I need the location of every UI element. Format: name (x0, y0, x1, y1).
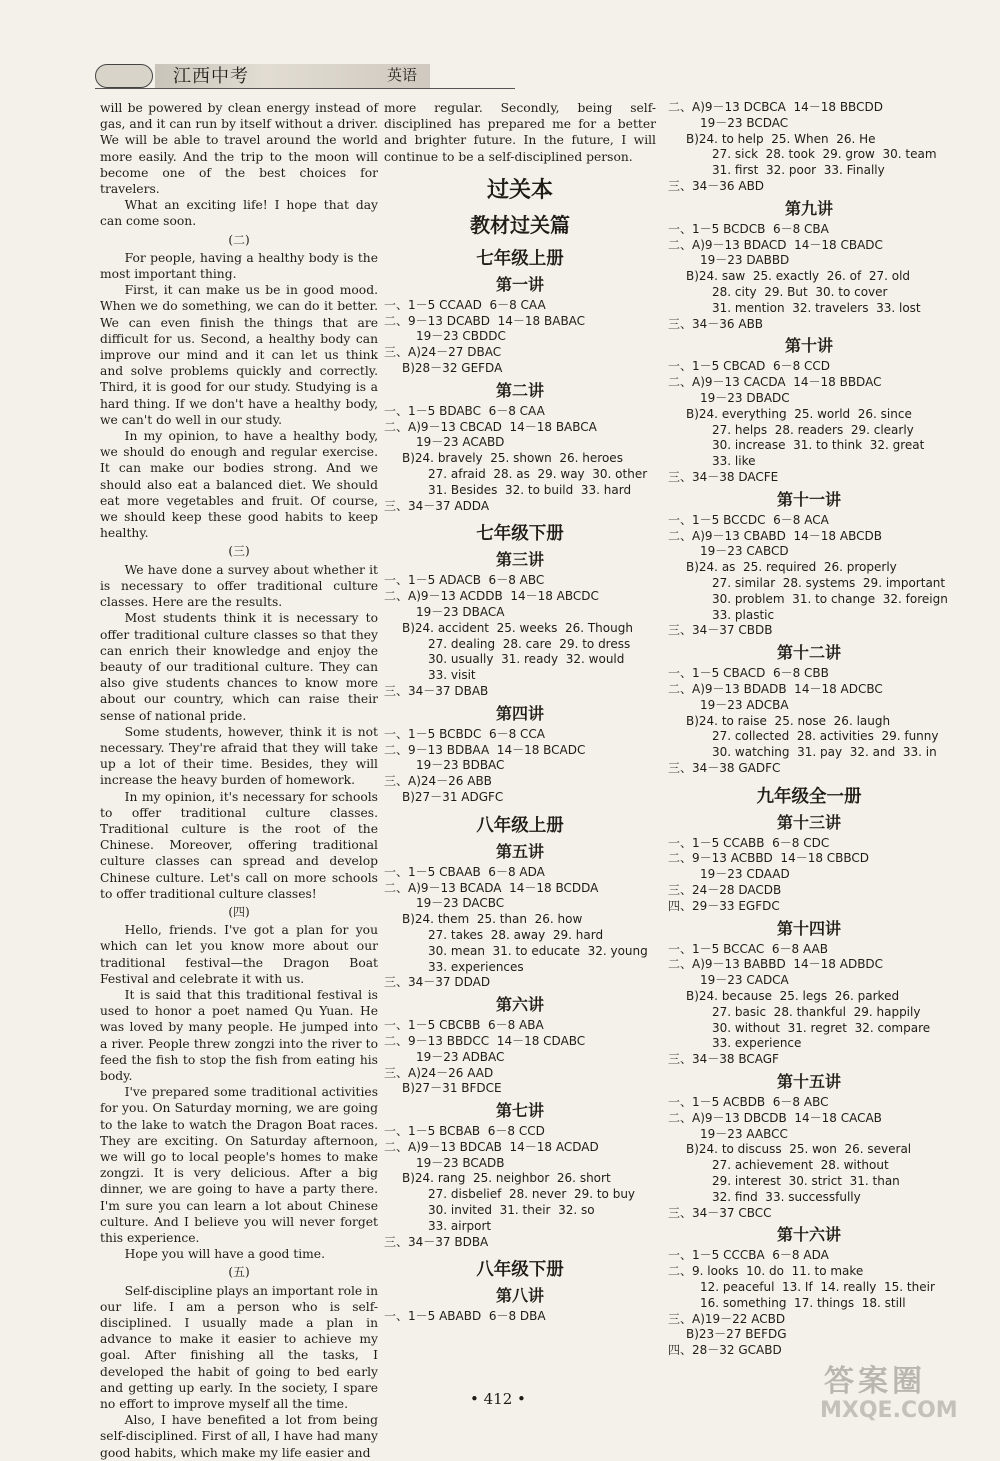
answer-line: 三、34－37 BDBA (384, 1234, 489, 1249)
answer-line: 三、34－38 BCAGF (668, 1052, 779, 1067)
lecture-heading: 第九讲 (784, 198, 833, 218)
answer-line: 27. dealing 28. care 29. to dress (428, 636, 631, 651)
answer-line: 一、1－5 CBCAD 6－8 CCD (668, 359, 831, 374)
book-title: 过关本 (486, 176, 553, 203)
answer-line: 30. mean 31. to educate 32. young (428, 943, 648, 958)
answer-line: 19－23 ACABD (416, 435, 505, 450)
answer-line: B)24. because 25. legs 26. parked (686, 989, 900, 1004)
essay-paragraph: Self-discipline plays an important role in our life. I am a person who is self-disciplined. I usually made a plan in advance to make it easier to achieve my goal. After finishing all the tasks, I developed the habit of going to bed early and getting up early. In the society, I spare no effort to improve myself all the time. (100, 1283, 378, 1412)
grade-heading: 七年级下册 (476, 524, 564, 545)
answer-column-middle (384, 100, 656, 1325)
answer-line: 二、9. looks 10. do 11. to make (668, 1264, 864, 1279)
answer-line: B)24. accident 25. weeks 26. Though (402, 620, 633, 635)
answer-line: 二、A)9－13 ACDDB 14－18 ABCDC (384, 589, 599, 604)
answer-line: 32. find 33. successfully (712, 1189, 861, 1204)
answer-line: 31. first 32. poor 33. Finally (712, 163, 885, 178)
answer-line: B)24. to raise 25. nose 26. laugh (686, 713, 891, 728)
lecture-heading: 第四讲 (495, 703, 544, 723)
essay-paragraph: What an exciting life! I hope that day can come soon. (100, 198, 378, 229)
answer-line: 一、1－5 ADACB 6－8 ABC (384, 573, 545, 588)
answer-line: 三、34－36 ABB (668, 316, 764, 331)
answer-line: 三、A)19－22 ACBD (668, 1311, 786, 1326)
lecture-heading: 第一讲 (495, 274, 544, 294)
lecture-heading: 第六讲 (495, 995, 544, 1015)
answer-line: 三、34－37 DBAB (384, 683, 489, 698)
essay-paragraph: In my opinion, to have a healthy body, we should do enough and regular exercise. It can make our bodies strong. And we should also eat a balanced diet. We should eat more vegetables and fruit. Of course, we should keep these good habits to keep healthy. (100, 429, 378, 541)
answer-line: 27. afraid 28. as 29. way 30. other (428, 466, 648, 481)
page-header (95, 58, 515, 94)
answer-line: 三、A)24－26 ABB (384, 774, 492, 789)
answer-line: B)23－27 BEFDG (686, 1327, 787, 1342)
answer-line: 一、1－5 ACBDB 6－8 ABC (668, 1095, 829, 1110)
answer-line: 30. usually 31. ready 32. would (428, 652, 625, 667)
lecture-heading: 第十一讲 (776, 489, 841, 509)
lecture-heading: 第八讲 (495, 1286, 544, 1306)
answer-line: 30. invited 31. their 32. so (428, 1203, 595, 1218)
answer-line: 二、A)9－13 CBCAD 14－18 BABCA (384, 419, 597, 434)
answer-line: 30. watching 31. pay 32. and 33. in (712, 745, 937, 760)
answer-line: 19－23 DBADC (700, 390, 790, 405)
answer-line: 19－23 DACBC (416, 896, 505, 911)
answer-line: 31. mention 32. travelers 33. lost (712, 300, 921, 315)
site-watermark (812, 1356, 994, 1428)
answer-line: 33. experience (712, 1036, 802, 1051)
answer-line: 19－23 DABBD (700, 253, 790, 268)
answer-line: B)24. to discuss 25. won 26. several (686, 1142, 912, 1157)
answer-line: 二、A)9－13 BDADB 14－18 ADCBC (668, 681, 883, 696)
answer-line: B)24. to help 25. When 26. He (686, 131, 876, 146)
answer-line: 27. takes 28. away 29. hard (428, 927, 604, 942)
answer-line: B)24. rang 25. neighbor 26. short (402, 1171, 611, 1186)
answer-line: 28. city 29. But 30. to cover (712, 284, 888, 299)
answer-line: 30. increase 31. to think 32. great (712, 438, 925, 453)
answer-line: 一、1－5 CCAAD 6－8 CAA (384, 297, 546, 312)
answer-line: 27. similar 28. systems 29. important (712, 575, 946, 590)
grade-heading: 八年级上册 (476, 815, 564, 836)
answer-line: 27. collected 28. activities 29. funny (712, 729, 939, 744)
answer-line: 27. disbelief 28. never 29. to buy (428, 1187, 636, 1202)
answer-line: 二、9－13 DCABD 14－18 BABAC (384, 313, 586, 328)
answer-line: 二、A)9－13 CACDA 14－18 BBDAC (668, 375, 882, 390)
answer-line: 31. Besides 32. to build 33. hard (428, 482, 632, 497)
essay-column (100, 100, 378, 1461)
answer-line: 四、28－32 GCABD (668, 1343, 782, 1358)
essay-number: (二) (228, 232, 250, 247)
answer-line: 二、A)9－13 DCBCA 14－18 BBCDD (668, 100, 883, 114)
answer-line: 一、1－5 CCCBA 6－8 ADA (668, 1248, 829, 1263)
answer-line: 19－23 CABCD (700, 544, 789, 559)
answer-line: 二、9－13 BBDCC 14－18 CDABC (384, 1033, 586, 1048)
answer-line: 三、34－36 ABD (668, 178, 765, 193)
answer-line: 三、34－37 ADDA (384, 498, 490, 513)
answer-line: 一、1－5 CBAAB 6－8 ADA (384, 864, 545, 879)
essay-paragraph: We have done a survey about whether it is necessary to offer traditional culture classes. Here are the results. (100, 562, 378, 610)
essay-number: (五) (228, 1265, 250, 1280)
answer-line: 三、A)24－27 DBAC (384, 345, 502, 360)
answer-line: 19－23 BDBAC (416, 758, 505, 773)
answer-line: 一、1－5 CBACD 6－8 CBB (668, 666, 829, 681)
answer-line: 一、1－5 CCABB 6－8 CDC (668, 835, 830, 850)
lecture-heading: 第二讲 (495, 380, 544, 400)
answer-line: 二、9－13 BDBAA 14－18 BCADC (384, 742, 586, 757)
page-number: • 412 • (470, 1390, 526, 1408)
answer-line: 33. like (712, 454, 756, 469)
answer-line: 19－23 DBACA (416, 604, 505, 619)
grade-heading: 九年级全一册 (756, 786, 862, 807)
answer-line: 二、A)9－13 DBCDB 14－18 CACAB (668, 1110, 882, 1125)
essay-paragraph: Also, I have benefited a lot from being self-disciplined. First of all, I have had many good habits, which make my life easier and (100, 1413, 378, 1460)
answer-line: 19－23 ADBAC (416, 1049, 505, 1064)
lecture-heading: 第十四讲 (776, 918, 841, 938)
answer-line: 三、34－37 CBDB (668, 623, 773, 638)
answer-line: B)24. everything 25. world 26. since (686, 406, 912, 421)
answer-line: 27. basic 28. thankful 29. happily (712, 1004, 921, 1019)
subject-label: 英语 (387, 66, 418, 84)
watermark-text: 答案圈 (824, 1364, 926, 1399)
essay-number: (四) (228, 904, 250, 919)
answer-line: 二、9－13 ACBBD 14－18 CBBCD (668, 851, 870, 866)
essay-paragraph: Most students think it is necessary to offer traditional culture classes so that they can enrich their knowledge and enjoy the beauty of our traditional culture. They can also give students chances to know more about our country, which can raise their sense of national pride. (100, 611, 378, 723)
part-title: 教材过关篇 (470, 212, 570, 237)
answer-line: 一、1－5 BCCAC 6－8 AAB (668, 941, 828, 956)
answer-line: 三、34－37 DDAD (384, 975, 491, 990)
essay-paragraph: First, it can make us be in good mood. When we do something, we can do it better. We can even finish the things that are difficult for us. Second, a healthy body can improve our mind and it can let us think and solve problems quickly and correctly. Third, it is good for our study. Studying is a hard thing. If we don't have a healthy body, we can't do well in our study. (100, 283, 378, 427)
grade-heading: 八年级下册 (476, 1260, 564, 1281)
essay-paragraph: more regular. Secondly, being self-disciplined has prepared me for a better and brighter future. In the future, I will continue to be a self-disciplined person. (384, 101, 656, 164)
answer-line: 27. sick 28. took 29. grow 30. team (712, 147, 937, 162)
answer-line: 19－23 AABCC (700, 1126, 788, 1141)
answer-line: 二、A)9－13 BCADA 14－18 BCDDA (384, 880, 599, 895)
answer-line: 19－23 BCDAC (700, 115, 789, 130)
series-title: 江西中考 (173, 66, 249, 87)
answer-line: 33. visit (428, 668, 476, 683)
answer-line: B)24. as 25. required 26. properly (686, 560, 897, 575)
answer-line: 33. experiences (428, 959, 524, 974)
answer-line: B)28－32 GEFDA (402, 361, 503, 375)
answer-line: 一、1－5 BDABC 6－8 CAA (384, 403, 545, 418)
answer-line: B)24. them 25. than 26. how (402, 912, 583, 927)
answer-line: 一、1－5 BCBAB 6－8 CCD (384, 1124, 545, 1139)
answer-line: B)27－31 BFDCE (402, 1081, 502, 1096)
essay-number: (三) (228, 544, 250, 559)
answer-line: 一、1－5 ABABD 6－8 DBA (384, 1309, 546, 1324)
answer-line: 33. airport (428, 1218, 492, 1233)
answer-line: 30. without 31. regret 32. compare (712, 1020, 931, 1035)
lecture-heading: 第十三讲 (776, 812, 841, 832)
answer-line: 一、1－5 CBCBB 6－8 ABA (384, 1018, 544, 1033)
essay-paragraph: I've prepared some traditional activities for you. On Saturday morning, we are going to the lake to watch the Dragon Boat races. They are exciting. On Saturday afternoon, we will go to local people's homes to make zongzi. It is very delicious. After a big dinner, we are going to have a party there. I'm sure you can learn a lot about Chinese culture. And I believe you will never forget this experience. (100, 1085, 378, 1246)
answer-line: B)24. bravely 25. shown 26. heroes (402, 451, 623, 466)
essay-paragraph: Hope you will have a good time. (124, 1247, 325, 1262)
header-rule (95, 88, 515, 89)
answer-line: 16. something 17. things 18. still (700, 1295, 906, 1310)
series-logo (95, 64, 153, 88)
lecture-heading: 第十讲 (784, 336, 833, 356)
answer-line: 27. helps 28. readers 29. clearly (712, 422, 914, 437)
answer-line: 二、A)9－13 BABBD 14－18 ADBDC (668, 957, 884, 972)
answer-line: 四、29－33 EGFDC (668, 898, 780, 913)
essay-paragraph: It is said that this traditional festival is used to honor a poet named Qu Yuan. He was loved by many people. He jumped into a river. People threw zongzi into the river to feed the fish to stop the fish from eating his body. (100, 987, 378, 1083)
answer-line: 19－23 CBDDC (416, 329, 506, 344)
answer-line: 19－23 BCADB (416, 1155, 505, 1170)
answer-line: B)24. saw 25. exactly 26. of 27. old (686, 269, 911, 284)
answer-line: 一、1－5 BCCDC 6－8 ACA (668, 512, 829, 527)
grade-heading: 七年级上册 (476, 248, 564, 269)
answer-line: 29. interest 30. strict 31. than (712, 1174, 900, 1189)
watermark-url: MXQE.COM (820, 1398, 958, 1423)
answer-line: 30. problem 31. to change 32. foreign (712, 591, 948, 606)
answer-line: 三、24－28 DACDB (668, 883, 782, 898)
lecture-heading: 第十六讲 (776, 1225, 841, 1245)
answer-line: 二、A)9－13 CBABD 14－18 ABCDB (668, 528, 882, 543)
answer-line: 33. plastic (712, 607, 775, 622)
answer-line: 二、A)9－13 BDCAB 14－18 ACDAD (384, 1139, 599, 1154)
answer-line: 一、1－5 BCDCB 6－8 CBA (668, 221, 829, 236)
lecture-heading: 第十二讲 (776, 643, 841, 663)
essay-paragraph: For people, having a healthy body is the most important thing. (100, 250, 378, 282)
answer-line: 三、34－38 GADFC (668, 760, 781, 775)
answer-line: 一、1－5 BCBDC 6－8 CCA (384, 726, 546, 741)
essay-paragraph: Some students, however, think it is not necessary. They're afraid that they will take up a lot of their time. Besides, they will increase the heavy burden of homework. (100, 724, 378, 788)
lecture-heading: 第七讲 (495, 1101, 544, 1121)
answer-line: 19－23 CADCA (700, 973, 789, 988)
answer-line: 二、A)9－13 BDACD 14－18 CBADC (668, 237, 883, 252)
lecture-heading: 第十五讲 (776, 1072, 841, 1092)
answer-line: 三、34－38 DACFE (668, 469, 779, 484)
essay-paragraph: In my opinion, it's necessary for schools to offer traditional culture classes. Traditional culture is the root of the Chinese. Moreover, offering traditional culture classes can spread and develop Chinese culture. Let's call on more schools to offer traditional culture classes! (100, 789, 378, 901)
answer-column-right (668, 100, 950, 1359)
answer-line: 27. achievement 28. without (712, 1158, 889, 1173)
lecture-heading: 第五讲 (495, 841, 544, 861)
answer-line: 19－23 ADCBA (700, 697, 789, 712)
answer-line: 三、A)24－26 AAD (384, 1065, 494, 1080)
answer-line: B)27－31 ADGFC (402, 789, 504, 804)
essay-paragraph: Hello, friends. I've got a plan for you which can let you know more about our traditional festival—the Dragon Boat Festival and celebrate it with us. (100, 923, 378, 986)
answer-line: 12. peaceful 13. If 14. really 15. their (700, 1280, 935, 1295)
lecture-heading: 第三讲 (495, 550, 544, 570)
answer-line: 三、34－37 CBCC (668, 1205, 772, 1220)
answer-line: 19－23 CDAAD (700, 867, 790, 882)
essay-paragraph: will be powered by clean energy instead of gas, and it can run by itself without a driver. We will be able to travel around the world more easily. And the trip to the moon will become one of the best choices for travelers. (100, 101, 378, 197)
